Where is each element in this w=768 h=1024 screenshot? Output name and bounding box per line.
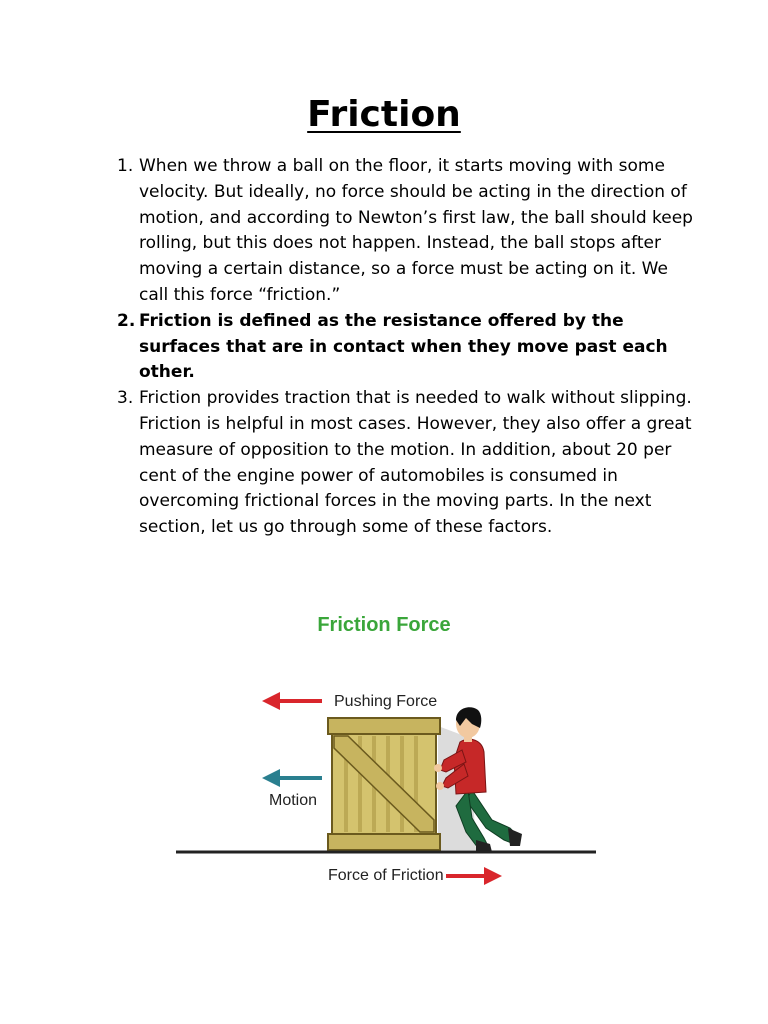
friction-list bbox=[108, 154, 698, 541]
friction-arrow-icon bbox=[446, 867, 502, 885]
page-title: Friction bbox=[307, 94, 461, 135]
friction-force-figure bbox=[170, 600, 602, 900]
motion-arrow-icon bbox=[262, 769, 322, 787]
motion-label: Motion bbox=[269, 792, 318, 809]
list-item bbox=[108, 154, 698, 309]
pushing-force-arrow-icon bbox=[262, 692, 322, 710]
list-marker: 3. bbox=[117, 388, 134, 409]
list-item bbox=[108, 309, 698, 386]
list-item-text: Friction provides traction that is needed to walk without slipping. Friction is helpful in most cases. However, they also offer a great measure of opposition to the motion. In addition, about 20 per cent of the engine power of automobiles is consumed in overcoming frictional forces in the moving parts. In the next section, let us go through some of these factors. bbox=[139, 388, 692, 538]
pushing-force-label: Pushing Force bbox=[334, 693, 438, 710]
list-item bbox=[108, 386, 698, 541]
friction-diagram bbox=[170, 600, 602, 900]
crate-icon bbox=[328, 718, 440, 850]
list-item-text: Friction is defined as the resistance offered by the surfaces that are in contact when they move past each other. bbox=[139, 310, 668, 383]
list-marker: 1. bbox=[117, 156, 134, 176]
list-marker: 2. bbox=[117, 310, 136, 331]
force-of-friction-label: Force of Friction bbox=[328, 867, 444, 884]
list-item-text: When we throw a ball on the floor, it starts moving with some velocity. But ideally, no force should be acting in the direction of motion, and according to Newton’s first law, the ball should keep rolling, but this does not happen. Instead, the ball stops after moving a certain distance, so a force must be acting on it. We call this force “friction.” bbox=[139, 156, 693, 305]
figure-title: Friction Force bbox=[317, 614, 451, 636]
